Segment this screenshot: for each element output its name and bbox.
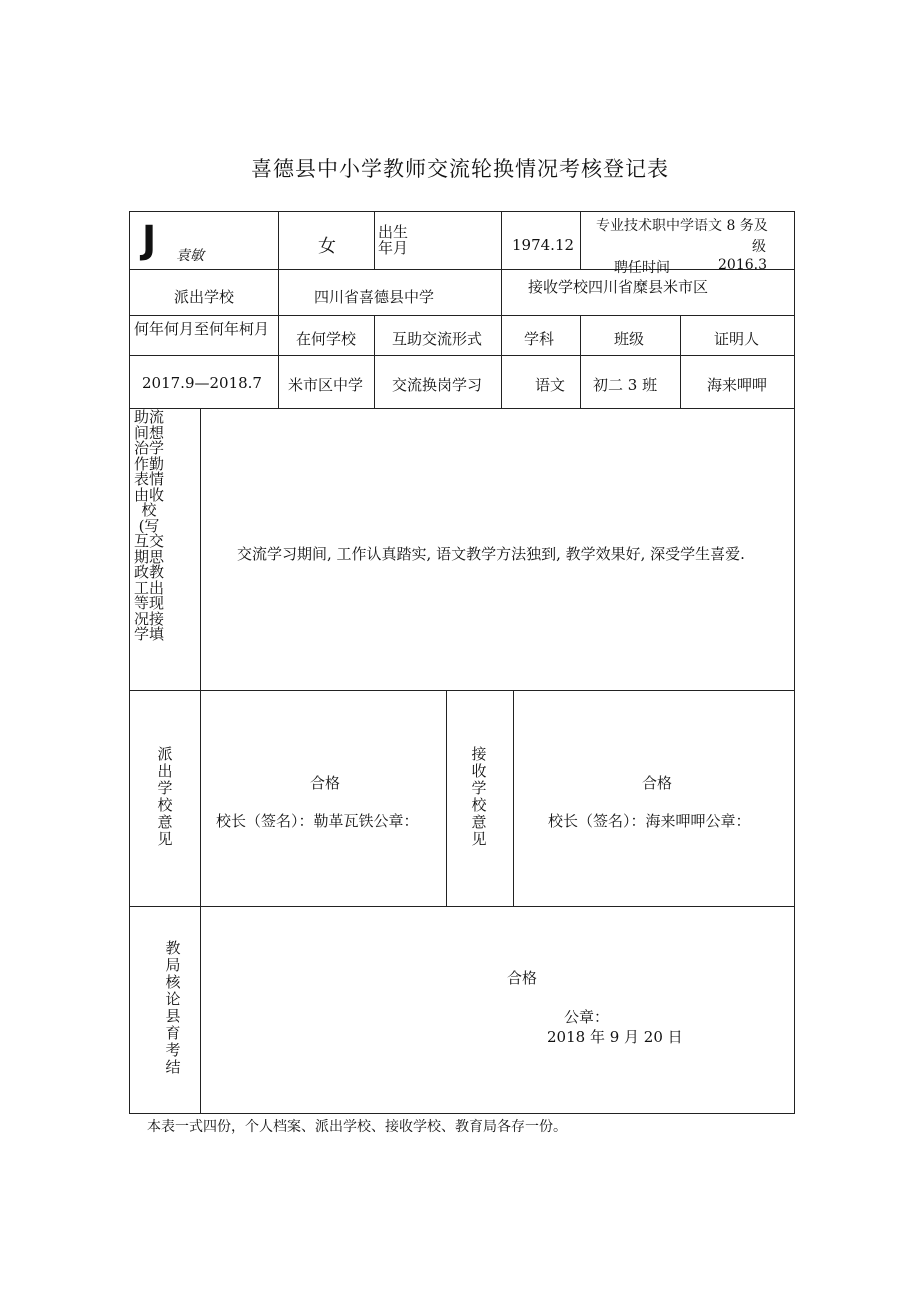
record-period: 2017.9—2018.7 <box>142 374 262 392</box>
record-class: 初二 3 班 <box>593 376 658 394</box>
birth-date: 1974.12 <box>512 236 575 254</box>
row-divider <box>129 408 795 409</box>
record-form: 交流换岗学习 <box>392 376 483 394</box>
name-mark: J <box>142 218 157 262</box>
col-divider <box>374 211 375 269</box>
header-class: 班级 <box>614 330 645 348</box>
hire-date: 2016.3 <box>718 257 767 273</box>
receive-opinion-result: 合格 <box>642 774 673 792</box>
col-divider <box>501 211 502 269</box>
hire-label: 聘任时间 <box>614 260 670 276</box>
footnote: 本表一式四份，个人档案、派出学校、接收学校、教育局各存一份。 <box>147 1119 567 1135</box>
col-divider <box>278 211 279 269</box>
row-divider <box>129 269 795 270</box>
bureau-label: 教局核论县育考结 <box>165 939 181 1076</box>
col-divider <box>374 315 375 408</box>
col-divider <box>501 269 502 315</box>
bureau-seal: 公章： <box>564 1008 610 1026</box>
page-title: 喜德县中小学教师交流轮换情况考核登记表 <box>251 157 669 181</box>
receive-school: 接收学校四川省糜县米市区 <box>528 278 709 296</box>
col-divider <box>200 408 201 1114</box>
record-subject: 语文 <box>535 376 566 394</box>
teacher-name: 袁敏 <box>176 248 204 264</box>
dispatch-opinion-result: 合格 <box>310 774 341 792</box>
row-divider <box>129 315 795 316</box>
row-divider <box>129 906 795 907</box>
header-subject: 学科 <box>524 330 555 348</box>
row-divider <box>129 690 795 691</box>
col-divider <box>446 690 447 906</box>
dispatch-opinion-label: 派出学校意见 <box>157 745 173 848</box>
dispatch-label: 派出学校 <box>174 288 235 306</box>
col-divider <box>513 690 514 906</box>
row-divider <box>129 355 795 356</box>
col-divider <box>580 315 581 408</box>
col-divider <box>278 269 279 315</box>
receive-opinion-label: 接收学校意见 <box>471 745 487 848</box>
birth-label-1: 出生 <box>378 223 409 241</box>
record-witness: 海来呷呷 <box>707 376 768 394</box>
header-witness: 证明人 <box>714 330 760 348</box>
header-period: 何年何月至何年柯月 <box>134 320 270 338</box>
col-divider <box>501 315 502 408</box>
dispatch-opinion-signature: 校长（签名）：勒革瓦铁公章： <box>216 812 419 830</box>
gender-value: 女 <box>318 236 336 257</box>
title-line-1: 专业技术职中学语文 8 务及 <box>596 218 768 234</box>
dispatch-school: 四川省喜德县中学 <box>314 288 435 306</box>
title-line-2: 级 <box>752 239 766 255</box>
performance-content: 交流学习期间, 工作认真踏实, 语文教学方法独到, 教学效果好, 深受学生喜爱. <box>237 545 745 563</box>
col-divider <box>278 315 279 408</box>
header-school: 在何学校 <box>296 330 357 348</box>
col-divider <box>580 211 581 269</box>
birth-label-2: 年月 <box>378 239 409 257</box>
bureau-result: 合格 <box>507 969 538 987</box>
header-form: 互助交流形式 <box>392 330 483 348</box>
bureau-date: 2018 年 9 月 20 日 <box>547 1028 683 1046</box>
col-divider <box>680 315 681 408</box>
record-school: 米市区中学 <box>288 376 364 394</box>
performance-label: 助流间想治学作勤表情由收校(写互交期思政教工出等现况接学填 <box>133 408 164 643</box>
receive-opinion-signature: 校长（签名）：海来呷呷公章： <box>548 812 751 830</box>
